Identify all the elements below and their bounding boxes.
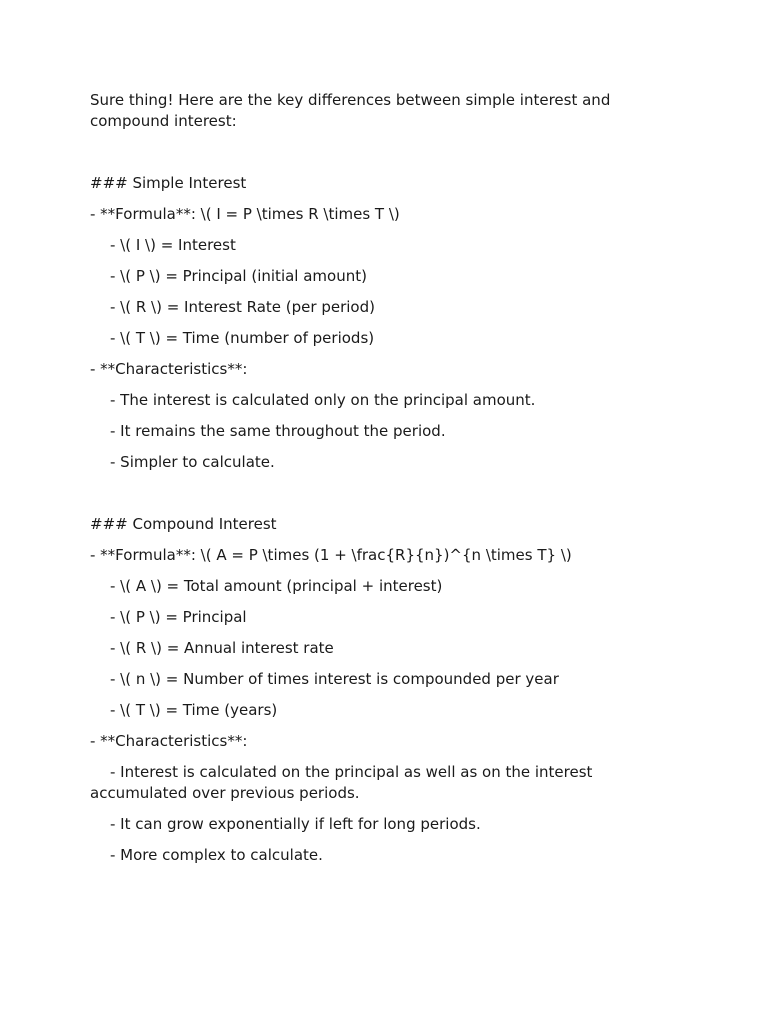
variable-item: - \( n \) = Number of times interest is compounded per year xyxy=(110,670,559,688)
characteristic-item: - It can grow exponentially if left for long periods. xyxy=(110,815,481,833)
characteristic-item: - The interest is calculated only on the principal amount. xyxy=(110,391,536,409)
formula-line: - **Formula**: \( A = P \times (1 + \frac{R}{n})^{n \times T} \) xyxy=(90,546,572,564)
variable-item: - \( R \) = Interest Rate (per period) xyxy=(110,298,375,316)
variable-item: - \( P \) = Principal xyxy=(110,608,247,626)
variable-item: - \( A \) = Total amount (principal + interest) xyxy=(110,577,443,595)
characteristic-item: - More complex to calculate. xyxy=(110,846,323,864)
section-spacer xyxy=(90,142,678,173)
section-heading: ### Compound Interest xyxy=(90,515,277,533)
variable-item: - \( T \) = Time (years) xyxy=(110,701,278,719)
characteristic-item: - Interest is calculated on the principal as well as on the interest accumulated over previous periods. xyxy=(90,763,598,802)
section-spacer xyxy=(90,483,678,514)
simple-interest-section xyxy=(90,173,678,473)
variable-item: - \( R \) = Annual interest rate xyxy=(110,639,334,657)
variable-item: - \( I \) = Interest xyxy=(110,236,236,254)
intro-text: Sure thing! Here are the key differences between simple interest and compound interest: xyxy=(90,91,616,130)
characteristic-item: - It remains the same throughout the period. xyxy=(110,422,446,440)
formula-line: - **Formula**: \( I = P \times R \times T \) xyxy=(90,205,400,223)
characteristic-item: - Simpler to calculate. xyxy=(110,453,275,471)
variable-item: - \( T \) = Time (number of periods) xyxy=(110,329,375,347)
variable-item: - \( P \) = Principal (initial amount) xyxy=(110,267,367,285)
section-heading: ### Simple Interest xyxy=(90,174,247,192)
compound-interest-section xyxy=(90,514,678,866)
characteristics-label: - **Characteristics**: xyxy=(90,732,248,750)
characteristics-label: - **Characteristics**: xyxy=(90,360,248,378)
